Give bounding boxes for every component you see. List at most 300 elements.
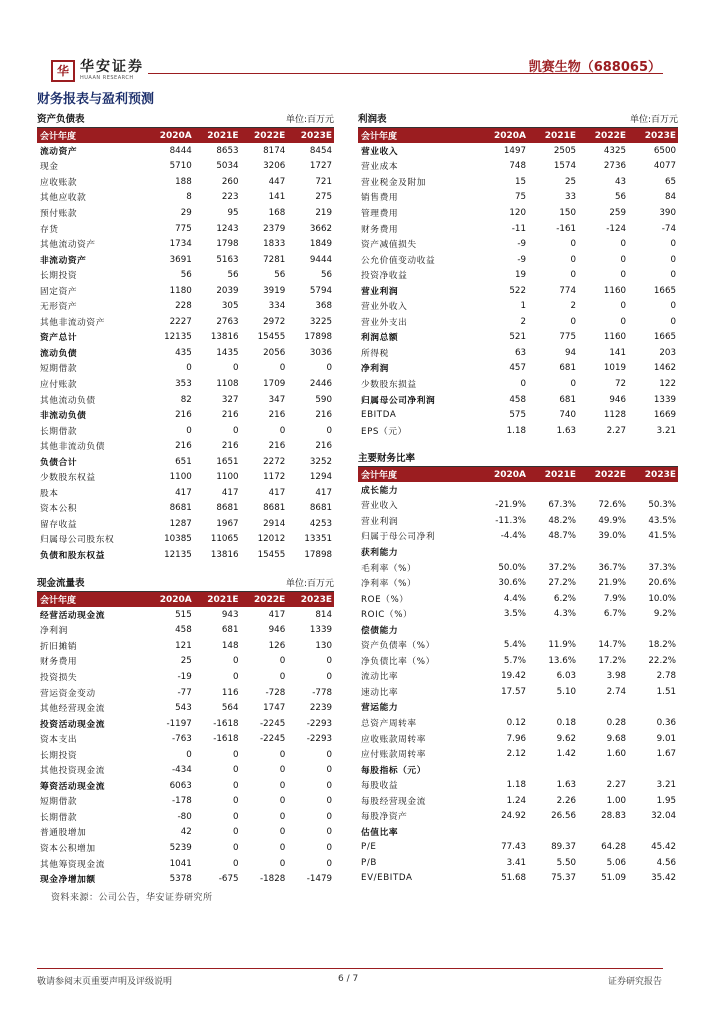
cell-value: 1798 [216, 239, 239, 250]
cell-value: 48.2% [548, 515, 576, 526]
cell-value: 51.68 [501, 873, 526, 884]
cell-value: 1160 [603, 285, 626, 296]
cell-value: 0 [279, 656, 286, 667]
cell-value: 6063 [169, 780, 192, 791]
cell-value: 20.6% [648, 578, 676, 589]
cell-value: 0 [670, 270, 676, 281]
row-label: 营业成本 [361, 162, 399, 173]
cell-value: 1462 [653, 363, 676, 374]
row-label: EBITDA [361, 410, 397, 421]
cell-value: 0 [326, 671, 332, 682]
cell-value: 0 [232, 780, 239, 791]
cell-value: 50.3% [648, 500, 676, 511]
cell-value: 7281 [263, 254, 286, 265]
cell-value: 14.7% [598, 640, 626, 651]
column-header-year: 2022E [578, 467, 628, 482]
row-label: ROE（%） [361, 594, 409, 605]
table-row [358, 283, 678, 299]
cell-value: 681 [559, 394, 576, 405]
cell-value: 168 [268, 207, 286, 218]
cell-value: 3252 [309, 456, 332, 467]
cell-value: 0 [232, 425, 239, 436]
cell-value: 260 [221, 176, 239, 187]
column-header-year: 2020A [147, 592, 194, 607]
cell-value: 8681 [169, 503, 192, 514]
table-header-row [358, 467, 678, 482]
header-divider [148, 73, 663, 74]
table-row [358, 824, 678, 840]
cell-value: 4077 [653, 161, 676, 172]
table-row [37, 159, 334, 175]
cell-value: 0 [279, 671, 286, 682]
cash-flow-title: 现金流量表 [37, 578, 85, 589]
row-label: 营运资金变动 [40, 688, 96, 699]
column-header-year: 2023E [628, 467, 678, 482]
row-label: 长期借款 [40, 426, 78, 437]
cell-value [478, 482, 528, 498]
cell-value: 1243 [216, 223, 239, 234]
cell-value: 8454 [309, 145, 332, 156]
cell-value: 1339 [309, 625, 332, 636]
cell-value: 3.21 [656, 780, 676, 791]
cell-value: 1669 [653, 410, 676, 421]
cell-value: 0 [620, 301, 626, 312]
cell-value: 6500 [653, 145, 676, 156]
table-row [358, 855, 678, 871]
column-header-year: 2022E [578, 128, 628, 143]
table-row [37, 205, 334, 221]
cell-value: 2.12 [506, 749, 526, 760]
table-row [37, 669, 334, 685]
column-header-year: 2020A [478, 467, 528, 482]
cell-value: 28.83 [601, 811, 626, 822]
cell-value: 5.10 [556, 686, 576, 697]
cell-value: 0 [570, 254, 576, 265]
cell-value: 327 [221, 394, 239, 405]
stock-title: 凯赛生物（688065） [528, 60, 661, 75]
company-logo [51, 60, 144, 82]
row-label: P/E [361, 842, 377, 853]
cell-value: 564 [221, 703, 239, 714]
row-label: 投资活动现金流 [40, 719, 106, 730]
cell-value: 82 [180, 394, 192, 405]
table-row [37, 298, 334, 314]
cell-value: 56 [614, 192, 626, 203]
cell-value [628, 762, 678, 778]
cell-value: 417 [268, 487, 286, 498]
cell-value: 8444 [169, 145, 192, 156]
cell-value: 1.63 [556, 780, 576, 791]
cell-value [478, 622, 528, 638]
cell-value: 0 [670, 301, 676, 312]
table-row [37, 638, 334, 654]
table-row [37, 376, 334, 392]
cell-value: 2.26 [556, 795, 576, 806]
table-row [37, 267, 334, 283]
table-row [358, 159, 678, 175]
cell-value: 2039 [216, 285, 239, 296]
cell-value: 5.50 [556, 857, 576, 868]
cell-value: 0 [670, 254, 676, 265]
row-label: 普通股增加 [40, 828, 87, 839]
cell-value: 774 [559, 285, 576, 296]
table-row [358, 236, 678, 252]
cell-value: 13351 [304, 534, 332, 545]
cell-value: 8681 [309, 503, 332, 514]
cell-value: 0 [570, 239, 576, 250]
table-row [37, 700, 334, 716]
row-label: 归属母公司净利润 [361, 395, 436, 406]
cell-value: 1.95 [656, 795, 676, 806]
cell-value: 1435 [216, 347, 239, 358]
cell-value: 275 [315, 192, 332, 203]
cash-flow-section [37, 576, 334, 887]
column-header-year: 2021E [528, 128, 578, 143]
table-row [37, 314, 334, 330]
cell-value: 1709 [263, 378, 286, 389]
cell-value: 0 [279, 827, 286, 838]
table-row [37, 252, 334, 268]
cell-value: 1.63 [556, 425, 576, 436]
cell-value [628, 700, 678, 716]
row-label: 其他流动负债 [40, 395, 96, 406]
financial-ratios-table [358, 467, 678, 886]
table-row [37, 547, 334, 563]
balance-sheet-section [37, 112, 334, 563]
table-row [37, 283, 334, 299]
table-row [358, 746, 678, 762]
footer-divider [37, 968, 663, 969]
table-row [358, 267, 678, 283]
row-label: 资产减值损失 [361, 240, 417, 251]
cash-flow-unit: 单位:百万元 [285, 579, 334, 589]
cell-value [528, 622, 578, 638]
cell-value: 150 [559, 207, 576, 218]
table-row [37, 501, 334, 517]
cell-value: 17898 [304, 332, 332, 343]
cell-value: 63 [514, 347, 526, 358]
cell-value: 5163 [216, 254, 239, 265]
column-header-year: 2023E [628, 128, 678, 143]
table-row [358, 544, 678, 560]
cell-value: 21.9% [598, 578, 626, 589]
cell-value: 17.2% [598, 655, 626, 666]
cell-value: 5.06 [606, 857, 626, 868]
row-label: 资本公积增加 [40, 843, 96, 854]
cell-value: 2.27 [606, 780, 626, 791]
cell-value: 458 [175, 625, 192, 636]
cell-value: 2 [520, 316, 526, 327]
row-label: 固定资产 [40, 286, 78, 297]
row-label: 流动负债 [40, 348, 78, 359]
table-row [358, 700, 678, 716]
row-label: 其他非流动资产 [40, 317, 106, 328]
cell-value: 0 [326, 858, 332, 869]
cell-value: 8 [186, 192, 192, 203]
row-label: 投资损失 [40, 672, 78, 683]
cell-value: 0 [279, 363, 286, 374]
cell-value: 0.28 [606, 717, 626, 728]
cell-value: 216 [315, 410, 332, 421]
cell-value: 522 [509, 285, 526, 296]
cell-value: 25 [564, 176, 576, 187]
table-row [358, 361, 678, 377]
cell-value: 0.18 [556, 717, 576, 728]
cell-value: -763 [172, 734, 192, 745]
cell-value: 0 [232, 842, 239, 853]
cell-value: 56 [227, 270, 239, 281]
cell-value: 0 [232, 827, 239, 838]
cell-value: 681 [559, 363, 576, 374]
row-label: 非流动资产 [40, 255, 87, 266]
row-label: 资产负债率（%） [361, 641, 435, 652]
cell-value: 2736 [603, 161, 626, 172]
cell-value: 216 [268, 441, 286, 452]
cell-value: 51.09 [601, 873, 626, 884]
cell-value: 8681 [216, 503, 239, 514]
cell-value [578, 482, 628, 498]
cell-value: 347 [268, 394, 286, 405]
cell-value: 72.6% [598, 500, 626, 511]
cell-value: 1100 [169, 472, 192, 483]
cell-value: 259 [609, 207, 626, 218]
column-header-label: 会计年度 [358, 467, 478, 482]
cell-value: 2 [570, 301, 576, 312]
cell-value: 130 [315, 640, 332, 651]
cell-value: 9.2% [653, 609, 676, 620]
table-row [37, 809, 334, 825]
cell-value: 775 [175, 223, 192, 234]
row-label: 速动比率 [361, 687, 399, 698]
cell-value: 8681 [263, 503, 286, 514]
cell-value: 216 [268, 410, 286, 421]
cell-value: 0 [279, 425, 286, 436]
cell-value: 1128 [603, 410, 626, 421]
cell-value: 946 [268, 625, 286, 636]
cell-value: 1180 [169, 285, 192, 296]
row-label: 现金净增加额 [40, 875, 96, 886]
cell-value: 1734 [169, 239, 192, 250]
cell-value: -4.4% [500, 531, 526, 542]
row-label: 获利能力 [361, 547, 399, 558]
table-row [37, 143, 334, 159]
cell-value: 216 [175, 410, 192, 421]
row-label: ROIC（%） [361, 610, 413, 621]
table-row [358, 653, 678, 669]
row-label: 营业收入 [361, 501, 399, 512]
cell-value [628, 482, 678, 498]
table-row [358, 637, 678, 653]
cell-value: 748 [509, 161, 526, 172]
cell-value: 126 [268, 640, 286, 651]
cell-value: 56 [320, 270, 332, 281]
income-statement-title: 利润表 [358, 114, 387, 125]
table-row [358, 622, 678, 638]
cell-value: 18.2% [648, 640, 676, 651]
cell-value: 0 [326, 842, 332, 853]
table-row [37, 856, 334, 872]
row-label: EV/EBITDA [361, 873, 413, 884]
row-label: 管理费用 [361, 208, 399, 219]
cell-value: 521 [509, 332, 526, 343]
table-row [37, 747, 334, 763]
row-label: 其他应收款 [40, 193, 87, 204]
cell-value: 0 [620, 316, 626, 327]
cell-value: 0 [279, 780, 286, 791]
cell-value: 37.2% [548, 562, 576, 573]
cell-value [528, 544, 578, 560]
column-header-year: 2022E [241, 128, 288, 143]
cell-value: -77 [177, 687, 192, 698]
cell-value: 148 [221, 640, 239, 651]
row-label: 负债合计 [40, 457, 78, 468]
row-label: 财务费用 [361, 224, 399, 235]
cell-value: 946 [609, 394, 626, 405]
cell-value: 8653 [216, 145, 239, 156]
cell-value: 228 [175, 301, 192, 312]
row-label: 投资净收益 [361, 271, 408, 282]
table-row [358, 808, 678, 824]
cell-value: 0 [520, 378, 526, 389]
cell-value [528, 482, 578, 498]
table-row [37, 685, 334, 701]
row-label: 应收账款周转率 [361, 734, 427, 745]
cell-value: 50.0% [498, 562, 526, 573]
cell-value: 42 [180, 827, 192, 838]
row-label: 净利润 [40, 626, 68, 637]
cell-value: 943 [221, 609, 239, 620]
table-row [37, 778, 334, 794]
row-label: 资本支出 [40, 735, 78, 746]
cell-value: 5378 [169, 874, 192, 885]
cell-value: 305 [221, 301, 239, 312]
row-label: 其他流动资产 [40, 240, 96, 251]
cell-value: -2245 [260, 718, 286, 729]
cell-value: 77.43 [501, 842, 526, 853]
financial-ratios-section [358, 451, 678, 886]
row-label: 毛利率（%） [361, 563, 417, 574]
cell-value: 2.74 [606, 686, 626, 697]
cell-value: 1041 [169, 858, 192, 869]
cell-value: 43.5% [648, 515, 676, 526]
logo-english: HUAAN RESEARCH [80, 75, 134, 81]
cell-value: 0 [279, 765, 286, 776]
cell-value: 0 [670, 239, 676, 250]
row-label: 归属于母公司净利 [361, 532, 436, 543]
cell-value: 390 [659, 207, 676, 218]
row-label: 营业利润 [361, 286, 399, 297]
cell-value: 575 [509, 410, 526, 421]
table-row [358, 731, 678, 747]
cell-value: 1.67 [656, 749, 676, 760]
cell-value: 0 [279, 796, 286, 807]
cell-value: 0 [279, 858, 286, 869]
table-row [358, 143, 678, 159]
cell-value: -1828 [260, 874, 286, 885]
row-label: 营业外收入 [361, 302, 408, 313]
row-label: 其他筹资现金流 [40, 859, 106, 870]
table-row [37, 623, 334, 639]
cell-value: 2505 [553, 145, 576, 156]
cell-value: 27.2% [548, 578, 576, 589]
page-title: 财务报表与盈利预测 [37, 92, 155, 107]
cell-value: 15455 [257, 332, 286, 343]
cell-value: 2.78 [656, 671, 676, 682]
cell-value: 6.2% [553, 593, 576, 604]
cell-value: 9.68 [606, 733, 626, 744]
cell-value: 29 [180, 207, 192, 218]
table-row [37, 221, 334, 237]
cell-value: 15 [514, 176, 526, 187]
table-row [358, 669, 678, 685]
cell-value: 3.41 [506, 857, 526, 868]
row-label: 应付账款 [40, 379, 78, 390]
cell-value: 2227 [169, 316, 192, 327]
table-row [358, 777, 678, 793]
table-row [358, 606, 678, 622]
footer-report-type: 证券研究报告 [607, 977, 662, 987]
row-label: 负债和股东权益 [40, 550, 106, 561]
cell-value: 458 [509, 394, 526, 405]
cell-value: 5034 [216, 161, 239, 172]
cell-value: 0 [670, 316, 676, 327]
cell-value: 12012 [257, 534, 286, 545]
cell-value: 9.62 [556, 733, 576, 744]
cell-value: 0 [620, 270, 626, 281]
cell-value: 1665 [653, 285, 676, 296]
table-row [358, 330, 678, 346]
cell-value: 19.42 [501, 671, 526, 682]
row-label: 总资产周转率 [361, 718, 417, 729]
cell-value: 7.96 [506, 733, 526, 744]
row-label: 非流动负债 [40, 411, 87, 422]
cell-value: 1.42 [556, 749, 576, 760]
cell-value: 0 [186, 749, 192, 760]
cell-value: 65 [664, 176, 676, 187]
cell-value: 9.01 [656, 733, 676, 744]
cell-value: 11065 [210, 534, 239, 545]
cell-value: 814 [315, 609, 332, 620]
table-row [37, 407, 334, 423]
cell-value: 0 [279, 842, 286, 853]
row-label: 筹资活动现金流 [40, 781, 106, 792]
cell-value: 1.24 [506, 795, 526, 806]
cell-value: 120 [509, 207, 526, 218]
cell-value: 0 [620, 239, 626, 250]
row-label: 现金 [40, 162, 59, 173]
row-label: 财务费用 [40, 657, 78, 668]
cell-value: 4325 [603, 145, 626, 156]
page-number: 6 / 7 [338, 974, 359, 984]
cell-value: 35.42 [651, 873, 676, 884]
table-row [37, 654, 334, 670]
cell-value [528, 824, 578, 840]
column-header-year: 2021E [528, 467, 578, 482]
cell-value: 3691 [169, 254, 192, 265]
cell-value: 5.7% [503, 655, 526, 666]
table-row [37, 454, 334, 470]
row-label: 偿债能力 [361, 625, 399, 636]
table-row [358, 560, 678, 576]
cell-value: 3036 [309, 347, 332, 358]
row-label: 每股净资产 [361, 812, 408, 823]
row-label: 利润总额 [361, 333, 399, 344]
cell-value: 3.21 [656, 425, 676, 436]
cell-value: -80 [177, 811, 192, 822]
cell-value [528, 762, 578, 778]
income-statement-unit: 单位:百万元 [629, 115, 678, 125]
cell-value [628, 544, 678, 560]
